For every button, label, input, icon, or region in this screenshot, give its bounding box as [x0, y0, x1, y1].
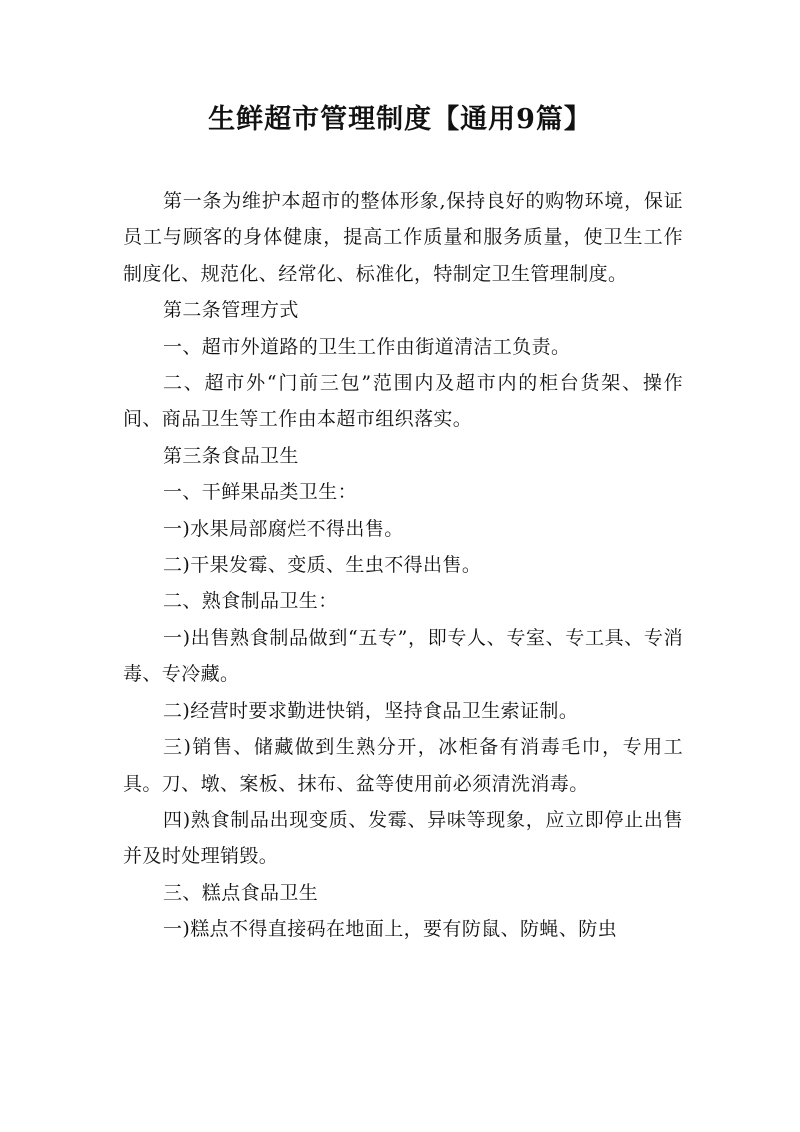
paragraph: 第三条食品卫生: [163, 444, 299, 467]
paragraph: 一)水果局部腐烂不得出售。: [163, 517, 404, 540]
paragraph: 二)经营时要求勤进快销，坚持食品卫生索证制。: [163, 699, 579, 722]
paragraph: 三、糕点食品卫生: [163, 881, 319, 904]
paragraph: 一)出售熟食制品做到“五专”，即专人、专室、专工具、专消毒、专冷藏。: [123, 626, 683, 686]
paragraph: 四)熟食制品出现变质、发霉、异味等现象，应立即停止出售并及时处理销毁。: [123, 808, 683, 868]
paragraph: 二)干果发霉、变质、生虫不得出售。: [163, 554, 482, 577]
paragraph: 二、超市外“门前三包”范围内及超市内的柜台货架、操作间、商品卫生等工作由本超市组织落实。: [123, 372, 683, 431]
paragraph: 一、干鲜果品类卫生：: [163, 481, 358, 504]
paragraph: 第二条管理方式: [163, 299, 299, 322]
document-title: 生鲜超市管理制度【通用9篇】: [208, 104, 592, 135]
paragraph: 二、熟食制品卫生：: [163, 590, 338, 613]
paragraph: 一)糕点不得直接码在地面上，要有防鼠、防蝇、防虫: [163, 918, 618, 941]
document-body: [123, 183, 683, 948]
paragraph: 三)销售、储藏做到生熟分开，冰柜备有消毒毛巾，专用工具。刀、墩、案板、抹布、盆等使用前必须清洗消毒。: [123, 736, 683, 795]
paragraph: 一、超市外道路的卫生工作由街道清洁工负责。: [163, 335, 571, 358]
paragraph: 第一条为维护本超市的整体形象,保持良好的购物环境，保证员工与顾客的身体健康，提高工作质量和服务质量，使卫生工作制度化、规范化、经常化、标准化，特制定卫生管理制度。: [123, 190, 683, 285]
